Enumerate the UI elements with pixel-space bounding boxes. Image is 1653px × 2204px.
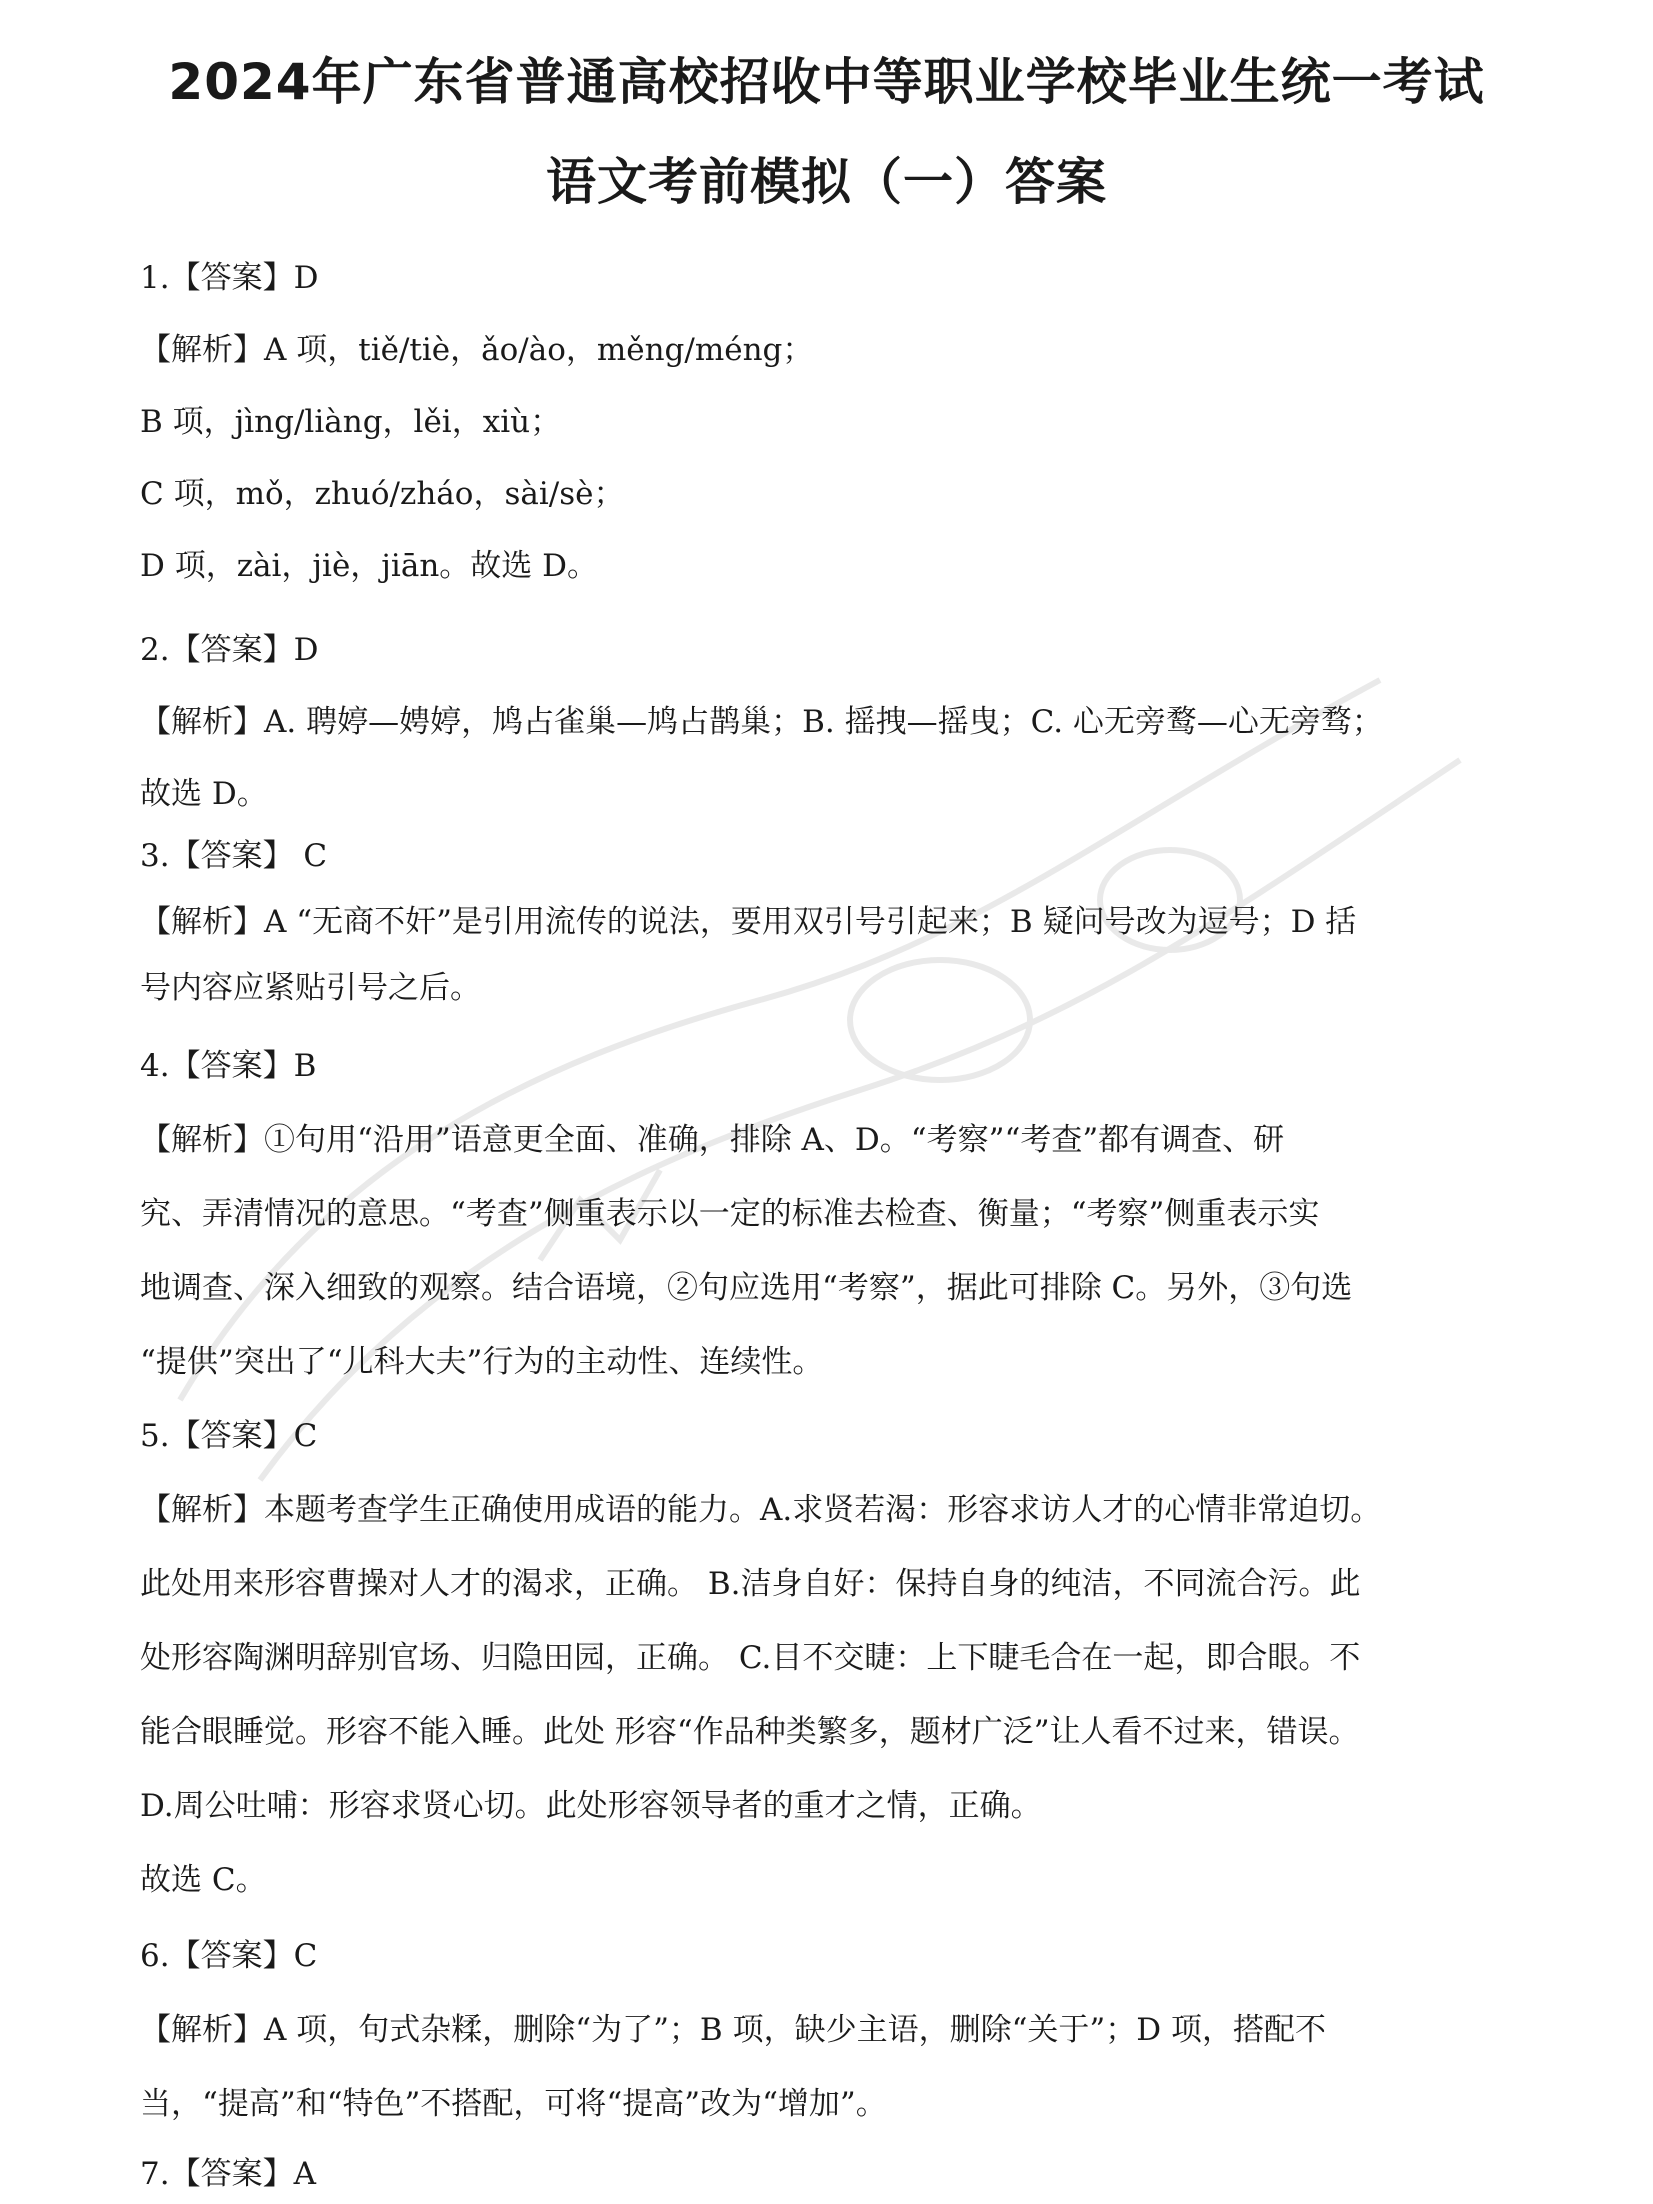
document-subtitle: 语文考前模拟（一）答案	[546, 153, 1107, 211]
q5-explanation-4: 能合眼睡觉。形容不能入睡。此处 形容“作品种类繁多，题材广泛”让人看不过来，错误。	[140, 1714, 1360, 1750]
q3-explanation-1: 【解析】A “无商不奸”是引用流传的说法，要用双引号引起来；B 疑问号改为逗号；D 括	[140, 904, 1357, 940]
q3-explanation-2: 号内容应紧贴引号之后。	[140, 970, 481, 1006]
q5-conclusion: 故选 C。	[140, 1862, 267, 1898]
q6-explanation-1: 【解析】A 项，句式杂糅，删除“为了”；B 项，缺少主语，删除“关于”；D 项，搭配不	[140, 2012, 1326, 2048]
q4-explanation-2: 究、弄清情况的意思。“考查”侧重表示以一定的标准去检查、衡量；“考察”侧重表示实	[140, 1196, 1320, 1232]
q4-explanation-3: 地调查、深入细致的观察。结合语境，②句应选用“考察”，据此可排除 C。另外，③句选	[140, 1270, 1353, 1306]
q6-answer: 6.【答案】C	[140, 1938, 318, 1974]
q5-explanation-3: 处形容陶渊明辞别官场、归隐田园，正确。 C.目不交睫：上下睫毛合在一起，即合眼。不	[140, 1640, 1361, 1676]
q5-answer: 5.【答案】C	[140, 1418, 318, 1454]
q7-answer: 7.【答案】A	[140, 2156, 316, 2192]
document-title: 2024年广东省普通高校招收中等职业学校毕业生统一考试	[168, 53, 1485, 111]
q1-explanation-b: B 项，jìng/liàng，lěi，xiù；	[140, 404, 562, 440]
q1-answer: 1.【答案】D	[140, 260, 319, 296]
q1-explanation-a: 【解析】A 项，tiě/tiè，ǎo/ào，měng/méng；	[140, 332, 814, 368]
q6-explanation-2: 当，“提高”和“特色”不搭配，可将“提高”改为“增加”。	[140, 2086, 887, 2122]
q5-explanation-5: D.周公吐哺：形容求贤心切。此处形容领导者的重才之情，正确。	[140, 1788, 1042, 1824]
q4-explanation-4: “提供”突出了“儿科大夫”行为的主动性、连续性。	[140, 1344, 824, 1380]
q5-explanation-2: 此处用来形容曹操对人才的渴求，正确。 B.洁身自好：保持自身的纯洁，不同流合污。此	[140, 1566, 1361, 1602]
q2-answer: 2.【答案】D	[140, 632, 319, 668]
q1-explanation-d: D 项，zài，jiè，jiān。故选 D。	[140, 548, 598, 584]
q2-explanation: 【解析】A. 聘婷—娉婷，鸠占雀巢—鸠占鹊巢；B. 摇拽—摇曳；C. 心无旁鹜—心无旁骛；	[140, 704, 1383, 740]
q2-conclusion: 故选 D。	[140, 776, 268, 812]
q4-explanation-1: 【解析】①句用“沿用”语意更全面、准确，排除 A、D。“考察”“考查”都有调查、研	[140, 1122, 1285, 1158]
q4-answer: 4.【答案】B	[140, 1048, 317, 1084]
q3-answer: 3.【答案】 C	[140, 838, 328, 874]
q5-explanation-1: 【解析】本题考查学生正确使用成语的能力。A.求贤若渴：形容求访人才的心情非常迫切。	[140, 1492, 1382, 1528]
q1-explanation-c: C 项，mǒ，zhuó/zháo，sài/sè；	[140, 476, 625, 512]
